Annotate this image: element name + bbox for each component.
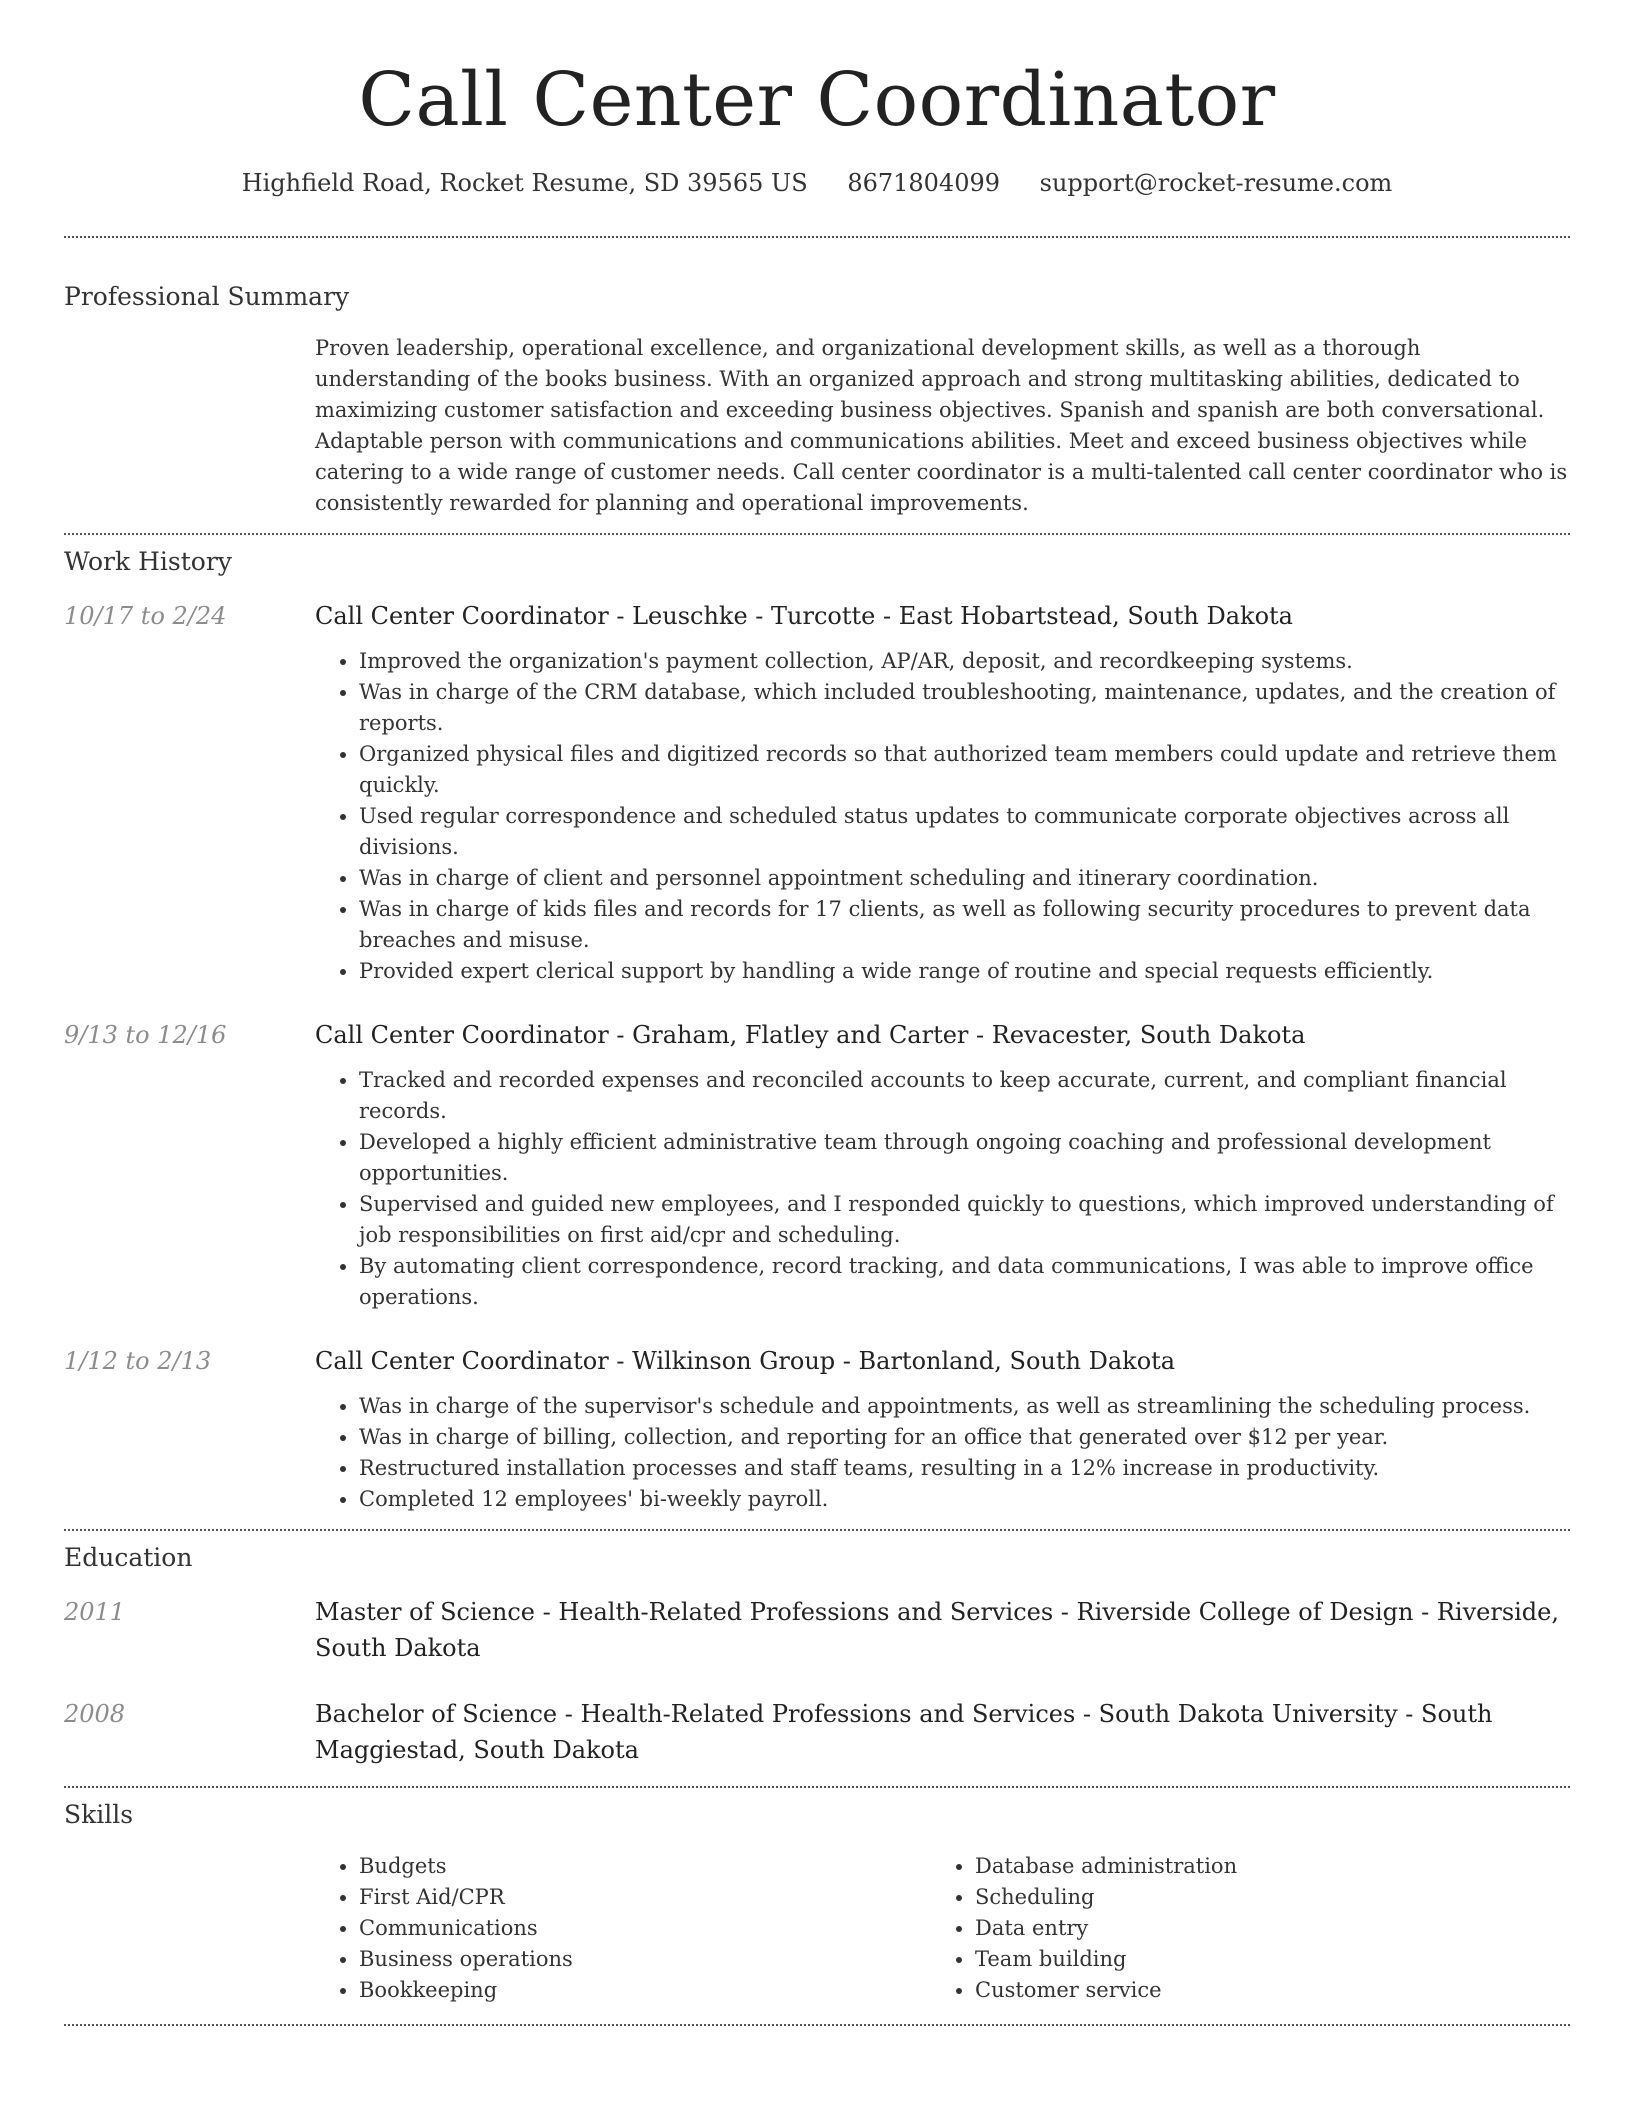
skills-list [315, 1851, 931, 2006]
skill-item: • Business operations [359, 1944, 931, 1975]
job-entry [64, 598, 1570, 987]
skills-list [931, 1851, 1547, 2006]
job-dates: 9/13 to 12/16 [64, 1021, 227, 1049]
skill-item: • Bookkeeping [359, 1975, 931, 2006]
section-title-education: Education [64, 1543, 193, 1572]
skill-item: • Database administration [975, 1851, 1547, 1882]
list-item: • Tracked and recorded expenses and reconciled accounts to keep accurate, current, and compliant financial records. [359, 1065, 1570, 1127]
job-bullets [315, 1391, 1570, 1515]
list-item: • Supervised and guided new employees, and I responded quickly to questions, which improved understanding of job responsibilities on first aid/cpr and scheduling. [359, 1189, 1570, 1251]
skills-spacer [64, 1851, 315, 2006]
list-item: • Organized physical files and digitized records so that authorized team members could update and retrieve them quickly. [359, 739, 1570, 801]
job-bullets [315, 646, 1570, 987]
list-item: • Used regular correspondence and scheduled status updates to communicate corporate objectives across all divisions. [359, 801, 1570, 863]
job-dates: 10/17 to 2/24 [64, 602, 227, 630]
list-item: • Was in charge of the CRM database, which included troubleshooting, maintenance, updates, and the creation of reports. [359, 677, 1570, 739]
list-item: • Developed a highly efficient administrative team through ongoing coaching and professional development opportunities. [359, 1127, 1570, 1189]
education-entry [64, 1696, 1570, 1768]
list-item: • Provided expert clerical support by handling a wide range of routine and special requests efficiently. [359, 956, 1570, 987]
list-item: • Completed 12 employees' bi-weekly payroll. [359, 1484, 1570, 1515]
list-item: • Was in charge of the supervisor's schedule and appointments, as well as streamlining the scheduling process. [359, 1391, 1570, 1422]
contact-line [64, 166, 1570, 200]
education-degree: Bachelor of Science - Health-Related Professions and Services - South Dakota University - South Maggiestad, South Dakota [315, 1700, 1493, 1764]
address-text: Highfield Road, Rocket Resume, SD 39565 US [241, 169, 808, 197]
skill-item: • Customer service [975, 1975, 1547, 2006]
section-title-work: Work History [64, 547, 232, 576]
skill-item: • First Aid/CPR [359, 1882, 931, 1913]
list-item: • Restructured installation processes and staff teams, resulting in a 12% increase in productivity. [359, 1453, 1570, 1484]
job-title: Call Center Coordinator - Graham, Flatley and Carter - Revacester, South Dakota [315, 1021, 1306, 1049]
list-item: • Was in charge of kids files and records for 17 clients, as well as following security procedures to prevent data breaches and misuse. [359, 894, 1570, 956]
section-divider [64, 2024, 1570, 2026]
list-item: • Improved the organization's payment collection, AP/AR, deposit, and recordkeeping systems. [359, 646, 1570, 677]
page-title: Call Center Coordinator [358, 57, 1276, 143]
job-bullets [315, 1065, 1570, 1313]
skill-item: • Budgets [359, 1851, 931, 1882]
email-text: support@rocket-resume.com [1039, 169, 1393, 197]
resume-header [64, 0, 1570, 200]
list-item: • By automating client correspondence, record tracking, and data communications, I was able to improve office operations. [359, 1251, 1570, 1313]
phone-text: 8671804099 [847, 169, 1001, 197]
education-entry [64, 1594, 1570, 1666]
education-year: 2011 [64, 1598, 126, 1626]
education-degree: Master of Science - Health-Related Professions and Services - Riverside College of Design - Riverside, South Dakota [315, 1598, 1560, 1662]
section-title-skills: Skills [64, 1800, 134, 1829]
skills-section [64, 1788, 1570, 2006]
section-title-summary: Professional Summary [64, 282, 350, 311]
summary-spacer [64, 333, 315, 519]
resume-page [64, 0, 1570, 2026]
summary-paragraph: Proven leadership, operational excellence, and organizational development skills, as well as a thorough understanding of the books business. With an organized approach and strong multitasking abilities, dedicated to maximizing customer satisfaction and exceeding business objectives. Spanish and spanish are both conversational. Adaptable person with communications and communications abilities. Meet and exceed business objectives while catering to a wide range of customer needs. Call center coordinator is a multi-talented call center coordinator who is consistently rewarded for planning and operational improvements. [315, 336, 1568, 515]
job-dates: 1/12 to 2/13 [64, 1347, 212, 1375]
list-item: • Was in charge of client and personnel appointment scheduling and itinerary coordination. [359, 863, 1570, 894]
skill-item: • Data entry [975, 1913, 1547, 1944]
education-year: 2008 [64, 1700, 126, 1728]
skills-column-right [931, 1851, 1547, 2006]
skills-column-left [315, 1851, 931, 2006]
job-title: Call Center Coordinator - Wilkinson Group - Bartonland, South Dakota [315, 1347, 1176, 1375]
summary-section [64, 238, 1570, 519]
skill-item: • Scheduling [975, 1882, 1547, 1913]
job-title: Call Center Coordinator - Leuschke - Turcotte - East Hobartstead, South Dakota [315, 602, 1293, 630]
job-entry [64, 1343, 1570, 1515]
education-section [64, 1531, 1570, 1768]
job-entry [64, 1017, 1570, 1313]
list-item: • Was in charge of billing, collection, and reporting for an office that generated over $12 per year. [359, 1422, 1570, 1453]
work-history-section [64, 535, 1570, 1515]
skill-item: • Communications [359, 1913, 931, 1944]
skill-item: • Team building [975, 1944, 1547, 1975]
